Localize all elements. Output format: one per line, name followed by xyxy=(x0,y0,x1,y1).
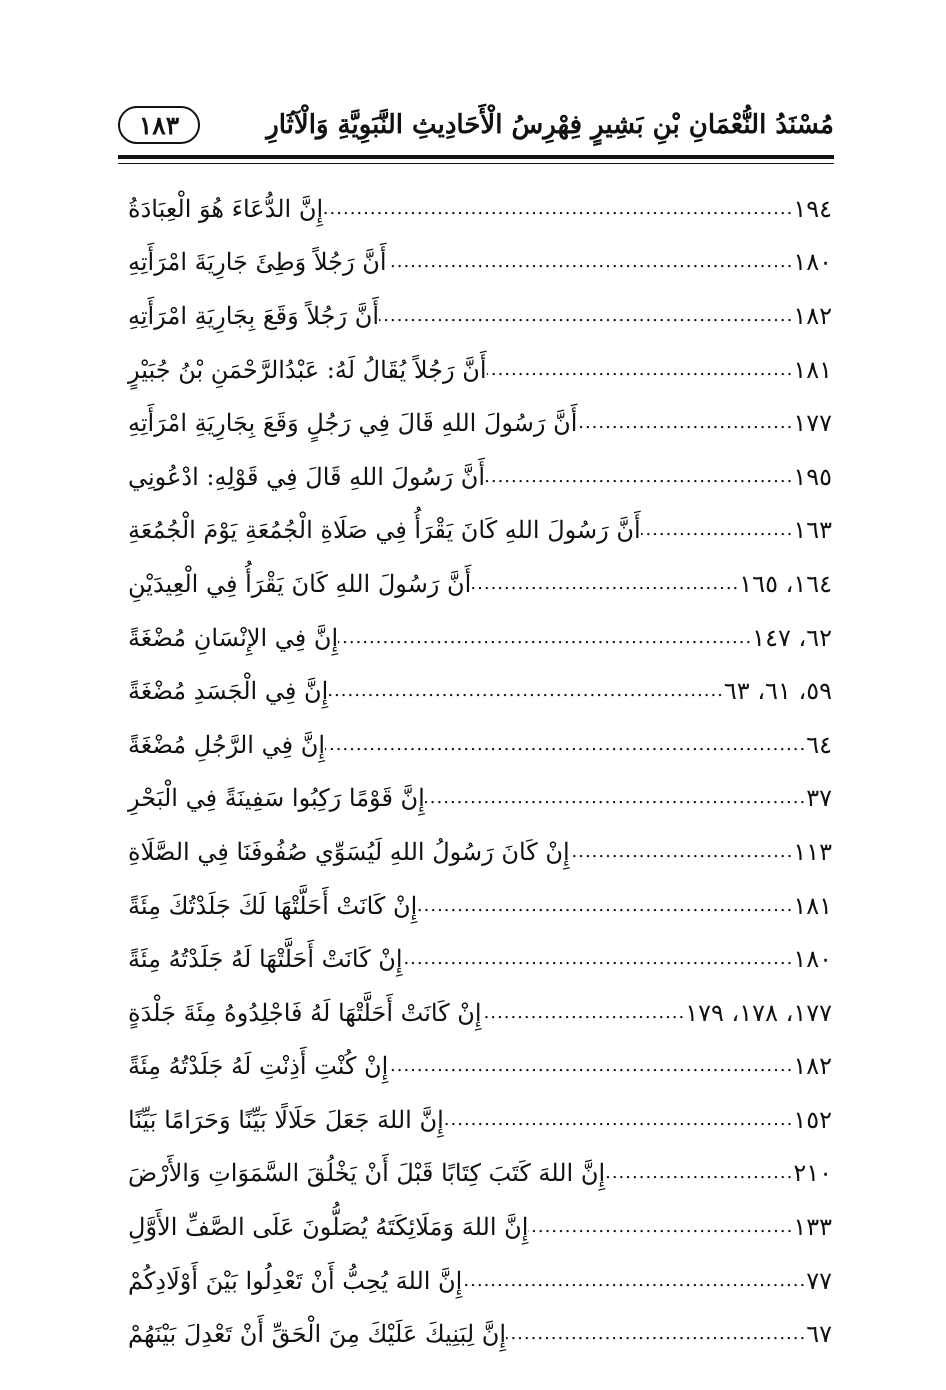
entry-pages: ٢١٠ xyxy=(793,1159,832,1188)
index-entry xyxy=(118,1200,834,1254)
index-entry xyxy=(118,236,834,290)
entry-text: إِنَّ اللهَ وَمَلَائِكَتَهُ يُصَلُّونَ عَلَى الصَّفِّ الأَوَّلِ xyxy=(128,1213,529,1242)
leader-dots xyxy=(328,679,724,703)
entry-pages: ٣٧ xyxy=(806,784,832,813)
entry-text: إِنَّ اللهَ جَعَلَ حَلَالًا بَيِّنًا وَحَرَامًا بَيِّنًا xyxy=(128,1105,444,1134)
index-entry xyxy=(118,1147,834,1201)
entry-pages: ١٥٢ xyxy=(793,1105,832,1134)
entry-text: أَنَّ رَجُلاً وَقَعَ بِجَارِيَةِ امْرَأَتِهِ xyxy=(128,301,379,330)
entry-pages: ١٨٠ xyxy=(793,248,832,277)
leader-dots xyxy=(605,1161,793,1185)
index-entry xyxy=(118,879,834,933)
leader-dots xyxy=(444,1108,794,1132)
hadith-index-list xyxy=(118,182,834,1361)
index-entry xyxy=(118,932,834,986)
entry-pages: ٦٢، ١٤٧ xyxy=(752,623,832,652)
leader-dots xyxy=(425,786,806,810)
leader-dots xyxy=(323,197,793,221)
entry-text: أَنَّ رَسُولَ اللهِ قَالَ فِي قَوْلِهِ: ادْعُونِي xyxy=(128,462,485,491)
entry-text: أَنَّ رَجُلاً وَطِئَ جَارِيَةَ امْرَأَتِهِ xyxy=(128,248,387,277)
entry-text: إِنْ كَانَتْ أَحَلَّتْهَا لَهُ جَلَدْتُهُ مِئَةً xyxy=(128,945,403,974)
leader-dots xyxy=(528,1215,793,1239)
entry-pages: ١٣٣ xyxy=(793,1213,832,1242)
leader-dots xyxy=(379,304,793,328)
index-entry xyxy=(118,182,834,236)
index-entry xyxy=(118,557,834,611)
entry-text: أَنَّ رَسُولَ اللهِ كَانَ يَقْرَأُ فِي الْعِيدَيْنِ xyxy=(128,569,472,598)
entry-pages: ٦٧ xyxy=(806,1320,832,1349)
book-title: مُسْنَدُ النُّعْمَانِ بْنِ بَشِيرٍ xyxy=(590,110,834,140)
entry-text: إِنَّ اللهَ كَتَبَ كِتَابًا قَبْلَ أَنْ يَخْلُقَ السَّمَوَاتِ وَالأَرْضَ xyxy=(128,1159,606,1188)
index-entry xyxy=(118,986,834,1040)
entry-pages: ١٨٢ xyxy=(793,1052,832,1081)
page-number-badge: ١٨٣ xyxy=(118,106,200,144)
entry-text: إِنَّ قَوْمًا رَكِبُوا سَفِينَةً فِي الْبَحْرِ xyxy=(128,784,425,813)
leader-dots xyxy=(641,518,794,542)
entry-pages: ٥٩، ٦١، ٦٣ xyxy=(723,677,832,706)
leader-dots xyxy=(387,250,794,274)
index-entry xyxy=(118,718,834,772)
leader-dots xyxy=(482,1001,686,1025)
entry-text: أَنَّ رَجُلاً يُقَالُ لَهُ: عَبْدُالرَّحْمَنِ بْنُ جُبَيْرٍ xyxy=(128,355,487,384)
entry-text: أَنَّ رَسُولَ اللهِ قَالَ فِي رَجُلٍ وَقَعَ بِجَارِيَةِ امْرَأَتِهِ xyxy=(128,409,578,438)
index-entry xyxy=(118,611,834,665)
entry-text: إِنَّ اللهَ يُحِبُّ أَنْ تَعْدِلُوا بَيْنَ أَوْلَادِكُمْ xyxy=(128,1266,463,1295)
entry-text: إِنْ كَانَ رَسُولُ اللهِ لَيُسَوِّي صُفُوفَنَا فِي الصَّلَاةِ xyxy=(128,837,570,866)
index-entry xyxy=(118,450,834,504)
entry-text: إِنَّ فِي الرَّجُلِ مُضْغَةً xyxy=(128,730,326,759)
index-entry xyxy=(118,1254,834,1308)
index-entry xyxy=(118,1307,834,1361)
leader-dots xyxy=(403,947,794,971)
header-rule-thick xyxy=(118,155,834,159)
index-entry xyxy=(118,343,834,397)
leader-dots xyxy=(506,1322,806,1346)
entry-text: إِنَّ فِي الْجَسَدِ مُضْغَةً xyxy=(128,677,329,706)
index-entry xyxy=(118,772,834,826)
entry-text: أَنَّ رَسُولَ اللهِ كَانَ يَقْرَأُ فِي صَلَاةِ الْجُمُعَةِ يَوْمَ الْجُمُعَةِ xyxy=(128,516,641,545)
entry-pages: ١٩٤ xyxy=(793,194,832,223)
index-entry xyxy=(118,664,834,718)
entry-text: إِنْ كَانَتْ أَحَلَّتْهَا لَكَ جَلَدْتُكَ مِئَةً xyxy=(128,891,418,920)
index-entry xyxy=(118,1093,834,1147)
entry-pages: ٧٧ xyxy=(806,1266,832,1295)
page-header xyxy=(118,96,834,152)
index-entry xyxy=(118,396,834,450)
entry-text: إِنْ كَانَتْ أَحَلَّتْهَا لَهُ فَاجْلِدُوهُ مِئَةَ جَلْدَةٍ xyxy=(128,998,482,1027)
entry-pages: ١٦٣ xyxy=(793,516,832,545)
entry-text: إِنَّ فِي الإِنْسَانِ مُضْغَةً xyxy=(128,623,339,652)
entry-text: إِنْ كُنْتِ أَذِنْتِ لَهُ جَلَدْتُهُ مِئَةً xyxy=(128,1052,389,1081)
leader-dots xyxy=(485,465,793,489)
entry-text: إِنَّ لِبَنِيكَ عَلَيْكَ مِنَ الْحَقِّ أَنْ تَعْدِلَ بَيْنَهُمْ xyxy=(128,1320,507,1349)
index-entry xyxy=(118,1040,834,1094)
leader-dots xyxy=(388,1054,793,1078)
leader-dots xyxy=(338,626,752,650)
entry-pages: ١٧٧، ١٧٨، ١٧٩ xyxy=(685,998,832,1027)
entry-pages: ١١٣ xyxy=(793,837,832,866)
entry-pages: ١٦٤، ١٦٥ xyxy=(739,569,832,598)
leader-dots xyxy=(462,1269,806,1293)
leader-dots xyxy=(570,840,794,864)
entry-text: إِنَّ الدُّعَاءَ هُوَ الْعِبَادَةُ xyxy=(128,194,324,223)
leader-dots xyxy=(487,358,794,382)
entry-pages: ٦٤ xyxy=(806,730,832,759)
header-rule-thin xyxy=(118,163,834,164)
entry-pages: ١٨٠ xyxy=(793,945,832,974)
index-entry xyxy=(118,825,834,879)
entry-pages: ١٨٢ xyxy=(793,301,832,330)
entry-pages: ١٨١ xyxy=(793,891,832,920)
entry-pages: ١٩٥ xyxy=(793,462,832,491)
section-title: فِهْرِسُ الْأَحَادِيثِ النَّبَوِيَّةِ وَالْآثَارِ xyxy=(266,110,582,140)
leader-dots xyxy=(325,733,806,757)
index-entry xyxy=(118,289,834,343)
leader-dots xyxy=(417,894,793,918)
leader-dots xyxy=(471,572,739,596)
entry-pages: ١٨١ xyxy=(793,355,832,384)
index-entry xyxy=(118,504,834,558)
entry-pages: ١٧٧ xyxy=(793,409,832,438)
leader-dots xyxy=(577,411,793,435)
